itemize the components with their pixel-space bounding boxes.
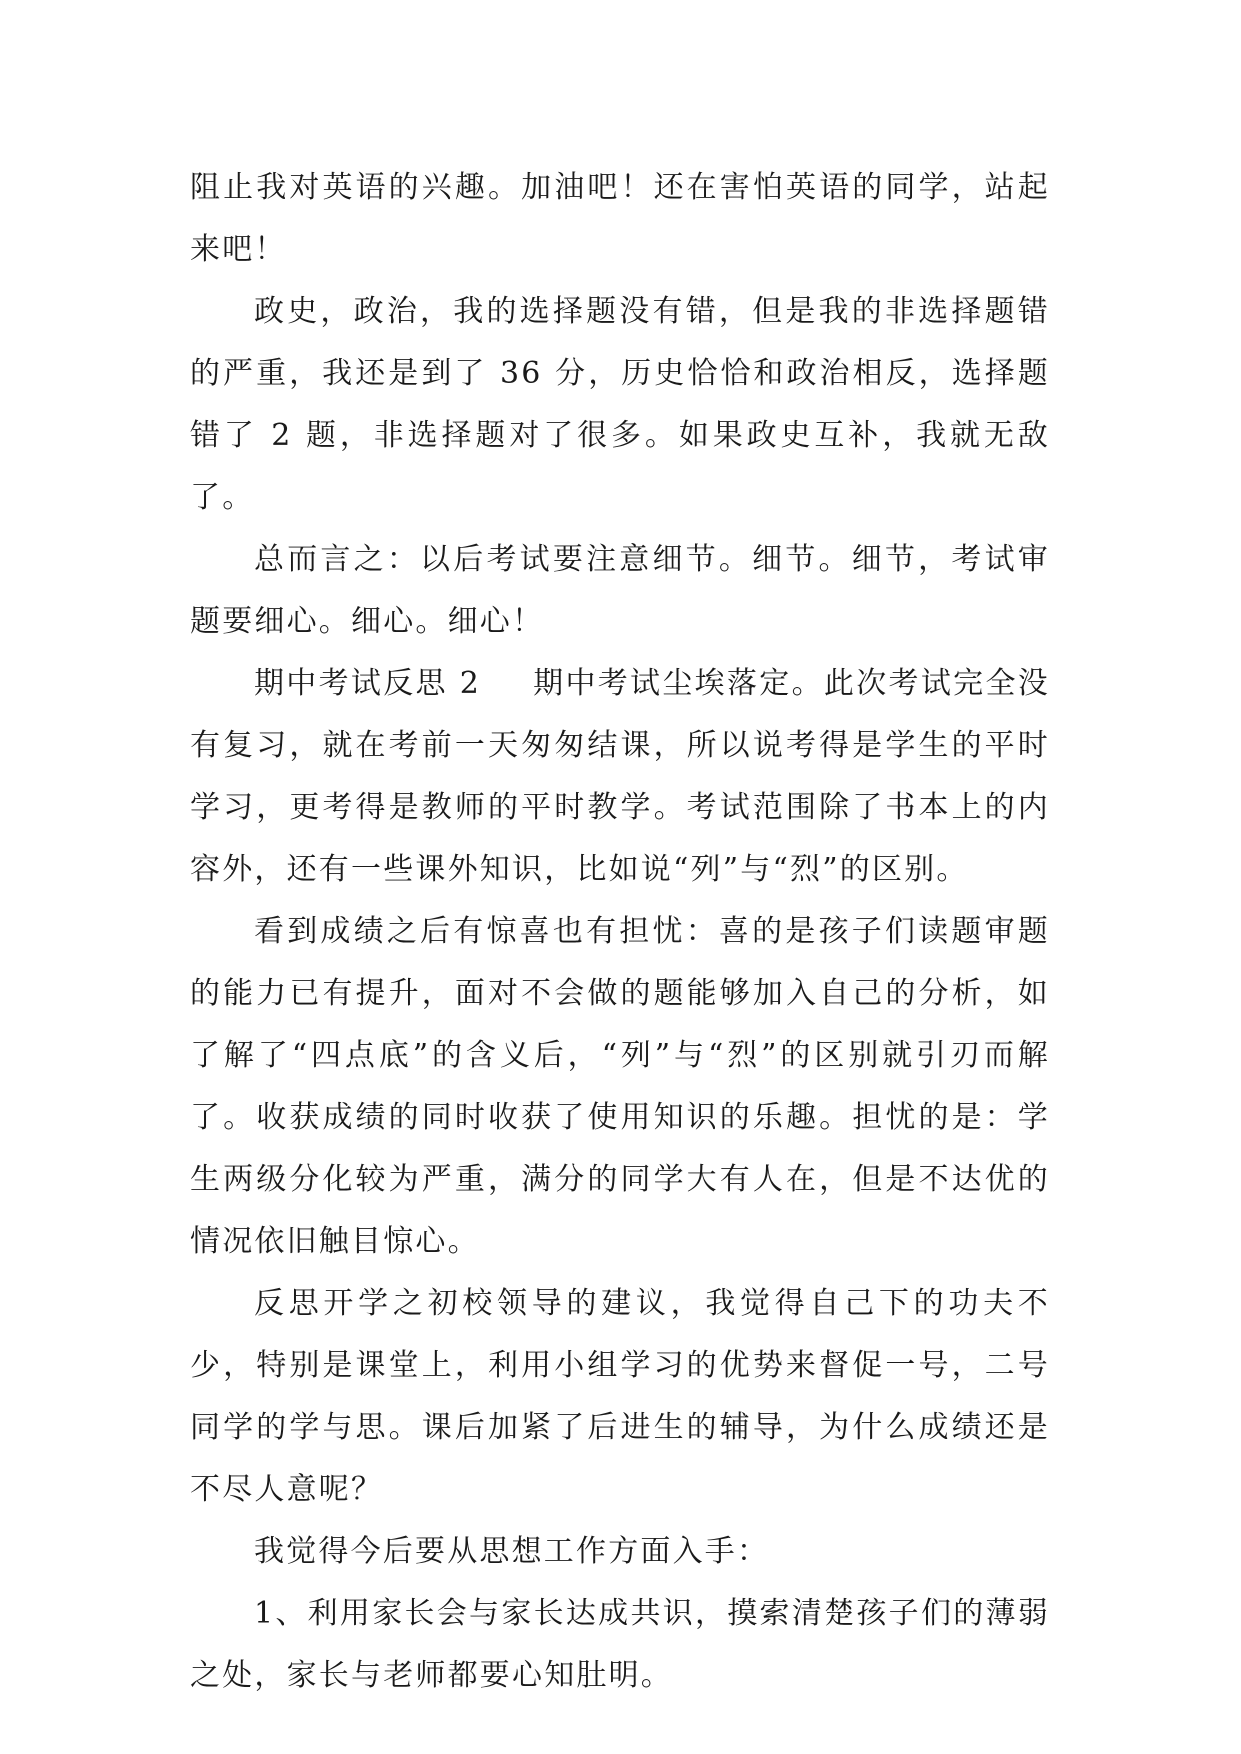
paragraph-results — [190, 901, 1050, 1273]
paragraph-politics-history — [190, 281, 1050, 529]
paragraph-reflection-2 — [190, 653, 1050, 901]
paragraph-text: 我觉得今后要从思想工作方面入手： — [254, 1534, 770, 1569]
paragraph-list-item-1 — [190, 1583, 1050, 1707]
paragraph-text: 期中考试尘埃落定。此次考试完全没有复习，就在考前一天匆匆结课，所以说考得是学生的平时学习，更考得是教师的平时教学。考试范围除了书本上的内容外，还有一些课外知识，比如说“列”与“烈”的区别。 — [190, 666, 1050, 887]
section-heading: 期中考试反思 2 — [254, 666, 482, 701]
paragraph-summary — [190, 529, 1050, 653]
paragraph-future-plan — [190, 1521, 1050, 1583]
paragraph-english-encouragement — [190, 157, 1050, 281]
paragraph-text: 总而言之：以后考试要注意细节。细节。细节，考试审题要细心。细心。细心！ — [190, 542, 1050, 639]
paragraph-text: 看到成绩之后有惊喜也有担忧：喜的是孩子们读题审题的能力已有提升，面对不会做的题能够加入自己的分析，如了解了“四点底”的含义后，“列”与“烈”的区别就引刃而解了。收获成绩的同时收获了使用知识的乐趣。担忧的是：学生两级分化较为严重，满分的同学大有人在，但是不达优的情况依旧触目惊心。 — [190, 914, 1050, 1259]
paragraph-text: 政史，政治，我的选择题没有错，但是我的非选择题错的严重，我还是到了 36 分，历史恰恰和政治相反，选择题错了 2 题，非选择题对了很多。如果政史互补，我就无敌了。 — [190, 294, 1050, 515]
paragraph-text: 反思开学之初校领导的建议，我觉得自己下的功夫不少，特别是课堂上，利用小组学习的优势来督促一号，二号同学的学与思。课后加紧了后进生的辅导，为什么成绩还是不尽人意呢？ — [190, 1286, 1050, 1507]
paragraph-leadership-advice — [190, 1273, 1050, 1521]
paragraph-text: 1、利用家长会与家长达成共识，摸索清楚孩子们的薄弱之处，家长与老师都要心知肚明。 — [190, 1596, 1050, 1693]
paragraph-text: 阻止我对英语的兴趣。加油吧！还在害怕英语的同学，站起来吧！ — [190, 170, 1050, 267]
document-body — [190, 157, 1050, 1707]
